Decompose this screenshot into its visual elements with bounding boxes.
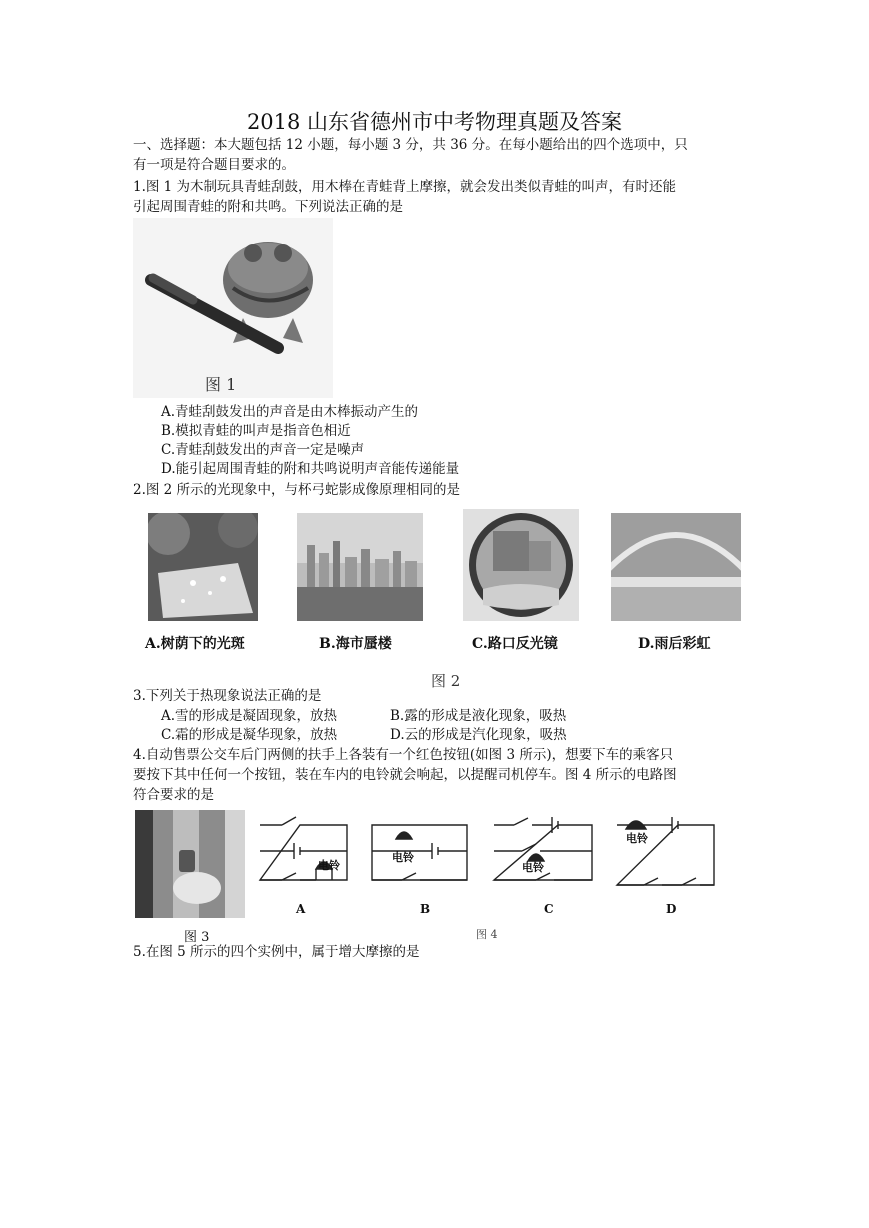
circuit-b-label: B [420,902,431,916]
figure-2a-image [148,513,258,621]
figure-2b-label: B.海市蜃楼 [319,636,392,652]
q1-option-c: C.青蛙刮鼓发出的声音一定是噪声 [161,442,365,458]
figure-3-image [135,810,245,918]
q1-stem-line2: 引起周围青蛙的附和共鸣。下列说法正确的是 [133,199,403,215]
q3-stem: 3.下列关于热现象说法正确的是 [133,688,322,704]
q1-option-d: D.能引起周围青蛙的附和共鸣说明声音能传递能量 [161,461,460,477]
q4-stem-line1: 4.自动售票公交车后门两侧的扶手上各装有一个红色按钮(如图 3 所示)，想要下车的乘客只 [133,747,674,763]
q4-stem-line3: 符合要求的是 [133,787,214,803]
figure-2d-image [611,513,741,621]
figure-2 [133,505,743,690]
circuit-b-bell-label: 电铃 [392,851,414,864]
figure-1-caption: 图 1 [205,375,237,394]
circuit-d-label: D [666,902,677,916]
section-intro-line2: 有一项是符合题目要求的。 [133,157,295,173]
figure-2c-label: C.路口反光镜 [472,636,558,652]
q3-option-a: A.雪的形成是凝固现象，放热 [161,708,338,724]
q1-option-b: B.模拟青蛙的叫声是指音色相近 [161,423,351,439]
q2-stem: 2.图 2 所示的光现象中，与杯弓蛇影成像原理相同的是 [133,482,461,498]
q1-option-a: A.青蛙刮鼓发出的声音是由木棒振动产生的 [161,404,419,420]
q3-option-b: B.露的形成是液化现象，吸热 [390,708,567,724]
circuit-c-label: C [544,902,554,916]
page-title: 2018 山东省德州市中考物理真题及答案 [246,110,623,134]
q4-stem-line2: 要按下其中任何一个按钮，装在车内的电铃就会响起，以提醒司机停车。图 4 所示的电路图 [133,767,677,783]
circuit-a-label: A [296,902,306,916]
circuit-d-bell-label: 电铃 [626,832,648,845]
figure-4-caption: 图 4 [476,928,498,941]
figure-4-circuits [252,805,722,945]
figure-2d-label: D.雨后彩虹 [638,636,711,652]
q3-option-d: D.云的形成是汽化现象，吸热 [390,727,567,743]
circuit-d [617,817,714,885]
q5-stem: 5.在图 5 所示的四个实例中，属于增大摩擦的是 [133,944,420,960]
figure-2a-label: A.树荫下的光斑 [145,636,245,652]
circuit-c-bell-label: 电铃 [522,861,544,874]
circuit-a-bell-label: 电铃 [318,859,340,872]
circuit-b [372,825,467,880]
figure-2b-image [297,513,423,621]
q1-stem-line1: 1.图 1 为木制玩具青蛙刮鼓，用木棒在青蛙背上摩擦，就会发出类似青蛙的叫声，有时还能 [133,179,677,195]
figure-2-caption: 图 2 [431,672,461,690]
figure-1-frog-guiro [133,218,333,398]
figure-3-caption: 图 3 [184,930,210,945]
section-intro-line1: 一、选择题：本大题包括 12 小题，每小题 3 分，共 36 分。在每小题给出的四个选项中，只 [133,137,688,153]
q3-option-c: C.霜的形成是凝华现象，放热 [161,727,338,743]
figure-2c-image [463,509,579,621]
